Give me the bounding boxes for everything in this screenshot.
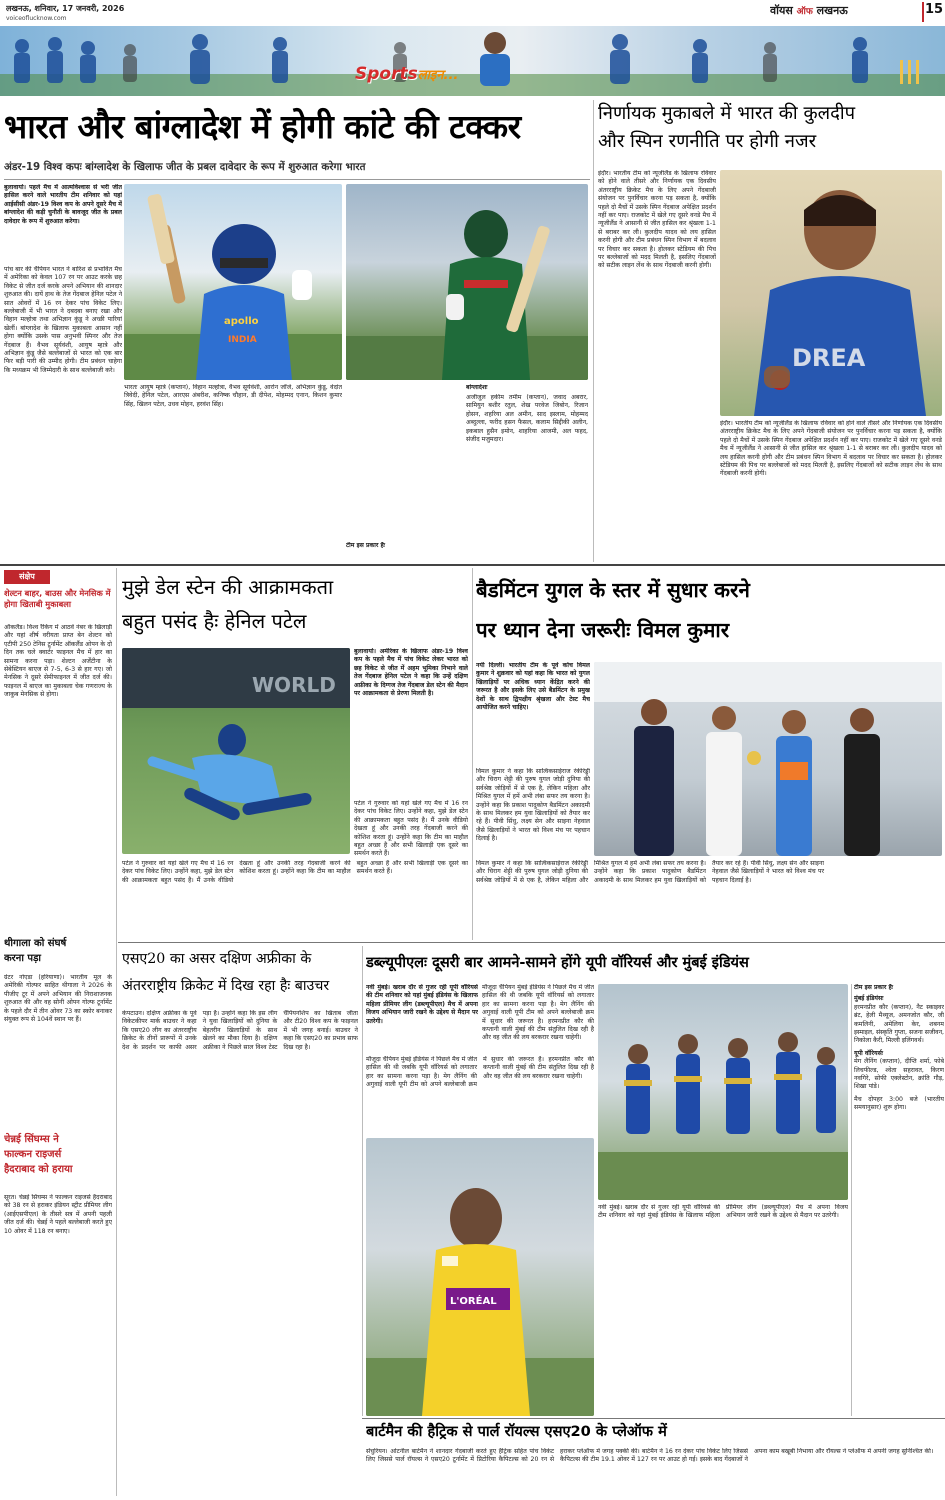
wpl-match-time: मैच दोपहर 3:00 बजे (भारतीय समयानुसार) शुरू होगा।	[854, 1095, 944, 1112]
svg-text:INDIA: INDIA	[228, 335, 257, 345]
badminton-body-cols-text: विमल कुमार ने कहा कि सात्विकसाईराज रंकीरेड्डी और चिराग शेट्टी की पुरुष युगल जोड़ी दुनिया की सर्वश्रेष्ठ जोड़ियों में से एक है, लेकिन महिला और मिश्रित युगल में हमें अभी लंबा सफर तय करना है। उन्होंने कहा कि प्रकाश पादुकोण बैडमिंटन अकादमी के साथ मिलकर हम युवा खिलाड़ियों को तैयार कर रहे हैं। पीवी सिंधु, लक्ष्य सेन और साइना नेहवाल जैसे खिलाड़ियों ने भारत को विश्व मंच पर पहचान दिलाई है।	[476, 860, 824, 884]
sankshep-headline: शेल्टन बाहर, बाउस और मेनसिक में होगा खिताबी मुकाबला	[4, 588, 111, 609]
svg-text:WORLD: WORLD	[252, 673, 336, 697]
wpl-team-label: टीम इस प्रकार हैंः	[854, 984, 894, 991]
henil-headline-line1: मुझे डेल स्टेन की आक्रामकता	[122, 575, 334, 599]
lead-team-label: टीम इस प्रकार हैंः	[346, 542, 386, 549]
badminton-photo-art	[594, 662, 942, 856]
lead-team-india: भारतः आयुष म्हात्रे (कप्तान), विहान मल्होत्रा, वैभव सूर्यवंशी, आरोन जॉर्ज, अभिज्ञान कुंडू, वेदांत त्रिवेदी, हेनिल पटेल, आरएस अंबरीश, कनिष्क चौहान, डी दीपेश, मोहम्मद एनान, किशन कुमार सिंह, खिलन पटेल, उधव मोहन, हरवंश सिंह।	[124, 384, 342, 408]
badminton-body: विमल कुमार ने कहा कि सात्विकसाईराज रंकीरेड्डी और चिराग शेट्टी की पुरुष युगल जोड़ी दुनिया की सर्वश्रेष्ठ जोड़ियों में से एक है, लेकिन महिला और मिश्रित युगल में हमें अभी लंबा सफर तय करना है। उन्होंने कहा कि प्रकाश पादुकोण बैडमिंटन अकादमी के साथ मिलकर हम युवा खिलाड़ियों को तैयार कर रहे हैं। पीवी सिंधु, लक्ष्य सेन और साइना नेहवाल जैसे खिलाड़ियों ने भारत को विश्व मंच पर पहचान दिलाई है।	[476, 768, 590, 843]
header-site: voiceoflucknow.com	[6, 15, 67, 22]
wpl-team-divider	[851, 984, 852, 1416]
wpl-team-up: मेग लैनिंग (कप्तान), दीप्ति शर्मा, फोबे लिचफील्ड, श्वेता सहरावत, किरण नवगिरे, सोफी एक्लेस्टोन, क्रांति गौड़, शिखा पांडे।	[854, 1058, 944, 1091]
lead-photo-india	[124, 184, 342, 380]
wpl-body: मौजूदा चैंपियन मुंबई इंडियंस ने पिछले मैच में जीत हासिल की थी जबकि यूपी वॉरियर्स को लगातार हार का सामना करना पड़ा है। मेग लैनिंग की अगुवाई वाली यूपी टीम को अपने बल्लेबाजी क्रम में सुधार की जरूरत है। हरमनप्रीत कौर की कप्तानी वाली मुंबई की टीम संतुलित दिख रही है और वह जीत की लय बरकरार रखना चाहेगी।	[482, 984, 594, 1042]
kuldeep-body: इंदौर। भारतीय टीम को न्यूजीलैंड के खिलाफ रविवार को होने वाले तीसरे और निर्णायक एक दिवसीय अंतरराष्ट्रीय क्रिकेट मैच के लिए अपने गेंदबाजी संयोजन पर पुनर्विचार करना पड़ सकता है, क्योंकि पहले दो मैचों में उसके स्पिन गेंदबाज अपेक्षित प्रदर्शन नहीं कर पाए। राजकोट में खेले गए दूसरे वनडे मैच में न्यूजीलैंड ने आसानी से जीत हासिल कर श्रृंखला 1-1 से बराबर कर ली। कुलदीप यादव को लय हासिल करनी होगी और टीम प्रबंधन स्पिन विभाग में बदलाव पर विचार कर सकता है। होलकर स्टेडियम की पिच पर बल्लेबाजों को मदद मिलती है, इसलिए गेंदबाजों को सटीक लाइन लेंथ के साथ गेंदबाजी करनी होगी।	[598, 170, 716, 270]
lead-photo-bangladesh-art	[346, 184, 588, 380]
wpl-team-mi-label: मुंबई इंडियंसः	[854, 995, 884, 1003]
theegala-headline-line2: करना पड़ा	[4, 953, 42, 964]
kuldeep-photo-art	[720, 170, 942, 416]
badminton-headline-line1: बैडमिंटन युगल के स्तर में सुधार करने	[476, 578, 750, 602]
badminton-headline-line2: पर ध्यान देना जरूरीः विमल कुमार	[476, 618, 730, 642]
sports-banner	[0, 26, 945, 96]
kuldeep-photo	[720, 170, 942, 416]
lead-photo-bangladesh	[346, 184, 588, 380]
brand-part2: ऑफ	[796, 7, 813, 17]
section-rule-1	[0, 564, 945, 566]
wpl-team-panel	[854, 984, 944, 1416]
sa20-headline-line2: अंतरराष्ट्रीय क्रिकेट में दिख रहा हैः बाउचर	[122, 978, 330, 994]
brand-masthead	[770, 3, 920, 18]
sankshep-label: संक्षेप	[4, 570, 50, 584]
section-logo	[355, 64, 505, 92]
badminton-body-cols	[476, 860, 942, 938]
lead-team-bangladesh-label: बांग्लादेशः	[466, 384, 488, 391]
sa20-headline-line1: एसए20 का असर दक्षिण अफ्रीका के	[122, 951, 312, 967]
lead-team-bangladesh: अजीजुल हकीम तमीम (कप्तान), जवाद अबरार, सामियुन बशीर रतुल, शेख परवेज जिबोन, रिजान होसन, शहरिया अल अमीन, साद इस्लाम, मोहम्मद अब्दुल्ला, फरीद हसन फैसल, कलाम सिद्दीकी अलीन, इकबाल हुसैन इमोन, शाहरिया आजमी, अल फहद, संजीद मजुमदार।	[466, 394, 588, 444]
henil-intro: बुलावायो। अमेरिका के खिलाफ अंडर-19 विश्व कप के पहले मैच में पांच विकेट लेकर भारत को छह विकेट से जीत में अहम भूमिका निभाने वाले तेज गेंदबाज हेनिल पटेल ने कहा कि उन्हें दक्षिण अफ्रीका के दिग्गज तेज गेंदबाज डेल स्टेन की मैदान पर आक्रामकता से प्रेरणा मिलती है।	[354, 648, 468, 698]
wpl-intro: नवी मुंबई। खराब दौर से गुजर रही यूपी वॉरियर्स की टीम शनिवार को यहां मुंबई इंडियंस के खिलाफ महिला प्रीमियर लीग (डब्ल्यूपीएल) मैच में अपना विजय अभियान जारी रखने के उद्देश्य से मैदान पर उतरेगी।	[366, 984, 478, 1025]
brand-part1: वॉयस	[770, 4, 793, 17]
svg-text:L'ORÉAL: L'ORÉAL	[450, 1296, 497, 1307]
sa20-body-text: केपटाउन। दक्षिण अफ्रीका के पूर्व विकेटकीपर मार्क बाउचर ने कहा कि एसए20 लीग का अंतरराष्ट्रीय क्रिकेट के तीनों प्रारूपों में उनके देश के प्रदर्शन पर काफी असर पड़ा है। उन्होंने कहा कि इस लीग ने युवा खिलाड़ियों को दुनिया के बेहतरीन खिलाड़ियों के साथ खेलने का मौका दिया है। दक्षिण अफ्रीका ने पिछले साल विश्व टेस्ट चैंपियनशिप का खिताब जीता और टी20 विश्व कप के फाइनल में भी जगह बनाई। बाउचर ने कहा कि एसए20 का प्रभाव साफ दिख रहा है।	[122, 1010, 358, 1051]
lead-photo-india-art	[124, 184, 342, 380]
sankshep-body: ऑकलैंड। विश्व रैंकिंग में आठवें नंबर के खिलाड़ी और यहां शीर्ष वरीयता प्राप्त बेन शेल्टन को एटीपी 250 टेनिस टूर्नामेंट ऑकलैंड ओपन के दो दिन तक चले क्वार्टर फाइनल मैच में हार का सामना करना पड़ा। शेल्टन अर्जेंटीना के सेबेस्टियन बाएज से 7-5, 6-3 से हार गए। जो मेनसिक ने दूसरे सेमीफाइनल में जीत दर्ज की। फाइनल में बाएज का मुकाबला चेक गणराज्य के जाकुब मेनसिक से होगा।	[4, 624, 112, 699]
lead-rule	[4, 179, 590, 180]
badminton-photo	[594, 662, 942, 856]
chennai-headline	[4, 1132, 112, 1190]
wpl-team-up-label: यूपी वॉरियर्सः	[854, 1049, 884, 1057]
svg-text:DREA: DREA	[792, 344, 866, 372]
kuldeep-headline-line1: निर्णायक मुकाबले में भारत की कुलदीप	[598, 103, 856, 124]
section-rule-2	[118, 942, 945, 943]
svg-text:apollo: apollo	[224, 316, 259, 327]
bartman-body-text: सेंचुरियन। ओटनील बार्टमैन ने शानदार गेंदबाजी करते हुए हैट्रिक सहित पांच विकेट लिए जिससे पार्ल रॉयल्स ने एसए20 टूर्नामेंट में प्रिटोरिया कैपिटल्स को 20 रन से हराकर प्लेऑफ में जगह पक्की की। बार्टमैन ने 16 रन देकर पांच विकेट लिए जिससे कैपिटल्स की टीम 19.1 ओवर में 127 रन पर आउट हो गई। इसके बाद गेंदबाजों ने अपना काम बखूबी निभाया और रॉयल्स ने प्लेऑफ में अपनी जगह सुनिश्चित की।	[366, 1448, 934, 1464]
bartman-body	[366, 1448, 942, 1496]
kuldeep-headline	[598, 100, 942, 164]
sa20-wpl-divider	[362, 946, 363, 1416]
henil-photo	[122, 648, 350, 854]
sa20-headline	[122, 946, 358, 1006]
kuldeep-body-continued	[720, 420, 942, 560]
chennai-headline-line3: हैदराबाद को हराया	[4, 1164, 73, 1175]
sa20-body	[122, 1010, 358, 1490]
lead-headline: भारत और बांग्लादेश में होगी कांटे की टक्कर	[4, 107, 521, 146]
henil-headline-line2: बहुत पसंद हैः हेनिल पटेल	[122, 609, 307, 633]
page-number: 15	[922, 2, 944, 22]
brief-divider	[116, 568, 117, 1496]
henil-headline	[122, 570, 468, 642]
henil-body-cols	[122, 860, 468, 938]
wpl-photo-2	[598, 984, 848, 1200]
wpl-photo	[366, 1138, 594, 1416]
brand-part3: लखनऊ	[816, 4, 848, 17]
chennai-headline-line2: फाल्कन राइजर्स	[4, 1149, 62, 1160]
lead-deck: अंडर-19 विश्व कपः बांग्लादेश के खिलाफ जीत के प्रबल दावेदार के रूप में शुरुआत करेगा भारत	[4, 161, 366, 173]
wpl-body-right	[598, 1204, 848, 1414]
lead-intro: बुलावायो। पहले मैच में आत्मविश्वास से भरी जीत हासिल करने वाले भारतीय टीम शनिवार को यहां आईसीसी अंडर-19 विश्व कप के अपने दूसरे मैच में बांग्लादेश की कड़ी चुनौती के बावजूद जीत के प्रबल दावेदार के रूप में शुरुआत करेगा।	[4, 184, 122, 225]
theegala-body: ग्रेटर नोएडा (हरियाणा)। भारतीय मूल के अमेरिकी गोल्फर साहित थीगाला ने 2026 के पीजीए टूर में अपने अभियान की निराशाजनक शुरुआत की और वह सोनी ओपन गोल्फ टूर्नामेंट के पहले दौर में तीन ओवर 73 का स्कोर बनाकर संयुक्त रूप से 104वें स्थान पर हैं।	[4, 974, 112, 1024]
henil-photo-art	[122, 648, 350, 854]
page-header	[0, 0, 945, 26]
wpl-body-cols	[366, 1056, 594, 1134]
section-rule-3	[362, 1418, 945, 1419]
wpl-photo-art	[366, 1138, 594, 1416]
lead-body: पांच बार की चैंपियन भारत ने बारिश से प्रभावित मैच में अमेरिका को केवल 107 रन पर आउट करके छह विकेट से जीत दर्ज करके अपने अभियान की शानदार शुरुआत की। दायें हाथ के तेज गेंदबाज हेनिल पटेल ने सात ओवरों में 16 रन देकर पांच विकेट लिए। बल्लेबाजी में भी भारत ने दबदबा बनाए रखा और विहान मल्होत्रा तथा अभिज्ञान कुंडू ने अच्छी पारियां खेलीं। बांग्लादेश के खिलाफ मुकाबला आसान नहीं होगा क्योंकि उसके पास अनुभवी स्पिनर और तेज गेंदबाज हैं। वैभव सूर्यवंशी, आयुष म्हात्रे और अभिज्ञान कुंडू जैसे बल्लेबाजों से भारत को एक बार फिर बड़ी पारी की उम्मीद होगी। टीम प्रबंधन चाहेगा कि मध्यक्रम भी जिम्मेदारी के साथ बल्लेबाजी करे।	[4, 266, 122, 374]
badminton-headline	[476, 570, 942, 658]
wpl-body-right-text: नवी मुंबई। खराब दौर से गुजर रही यूपी वॉरियर्स की टीम शनिवार को यहां मुंबई इंडियंस के खिलाफ महिला प्रीमियर लीग (डब्ल्यूपीएल) मैच में अपना विजय अभियान जारी रखने के उद्देश्य से मैदान पर उतरेगी।	[598, 1204, 848, 1220]
header-date: लखनऊ, शनिवार, 17 जनवरी, 2026	[6, 4, 125, 13]
henil-badminton-divider	[472, 568, 473, 940]
henil-body: पटेल ने गुरुवार को यहां खेले गए मैच में 16 रन देकर पांच विकेट लिए। उन्होंने कहा, मुझे डेल स्टेन की आक्रामकता बहुत पसंद है। मैं उनके वीडियो देखता हूं और उनकी तरह गेंदबाजी करने की कोशिश करता हूं। उन्होंने कहा कि टीम का माहौल बहुत अच्छा है और सभी खिलाड़ी एक दूसरे का समर्थन करते हैं।	[354, 800, 468, 858]
badminton-intro: नयी दिल्ली। भारतीय टीम के पूर्व कोच विमल कुमार ने शुक्रवार को यहां कहा कि भारत को युगल खिलाड़ियों पर अधिक ध्यान केंद्रित करने की जरूरत है और इसके लिए उसे बैडमिंटन के प्रमुख देशों के साथ द्विपक्षीय श्रृंखला और टेस्ट मैच आयोजित करने चाहिए।	[476, 662, 590, 712]
bartman-headline: बार्टमैन की हैट्रिक से पार्ल रॉयल्स एसए20 के प्लेऑफ में	[366, 1423, 667, 1440]
kuldeep-headline-line2: और स्पिन रणनीति पर होगी नजर	[598, 131, 817, 152]
chennai-headline-line1: चेन्नई सिंघम्स ने	[4, 1134, 59, 1145]
wpl-body-cols-text: मौजूदा चैंपियन मुंबई इंडियंस ने पिछले मैच में जीत हासिल की थी जबकि यूपी वॉरियर्स को लगातार हार का सामना करना पड़ा है। मेग लैनिंग की अगुवाई वाली यूपी टीम को अपने बल्लेबाजी क्रम में सुधार की जरूरत है। हरमनप्रीत कौर की कप्तानी वाली मुंबई की टीम संतुलित दिख रही है और वह जीत की लय बरकरार रखना चाहेगी।	[366, 1056, 594, 1089]
theegala-headline-line1: थीगाला को संघर्ष	[4, 938, 67, 949]
lead-kuldeep-divider	[593, 100, 594, 562]
wpl-photo-2-art	[598, 984, 848, 1200]
section-logo-hi: लाइन...	[417, 68, 459, 83]
wpl-team-mi: हरमनप्रीत कौर (कप्तान), नैट स्काइवर ब्रंट, हेली मैथ्यूज, अमनजोत कौर, जी कमलिनी, अमेलिया केर, शबनम इस्माइल, संस्कृति गुप्ता, सजना सजीवन, निकोला कैरी, मिल्ली इलिंगवर्थ।	[854, 1003, 944, 1045]
chennai-body: सूरत। चेन्नई सिंघम्स ने फाल्कन राइजर्स हैदराबाद को 38 रन से हराकर इंडियन स्ट्रीट प्रीमियर लीग (आईएसपीएल) के तीसरे सत्र में अपनी पहली जीत दर्ज की। चेन्नई ने पहले बल्लेबाजी करते हुए 10 ओवर में 118 रन बनाए।	[4, 1194, 112, 1235]
section-logo-en: Sports	[355, 64, 418, 84]
kuldeep-body-cont-text: इंदौर। भारतीय टीम को न्यूजीलैंड के खिलाफ रविवार को होने वाले तीसरे और निर्णायक एक दिवसीय अंतरराष्ट्रीय क्रिकेट मैच के लिए अपने गेंदबाजी संयोजन पर पुनर्विचार करना पड़ सकता है, क्योंकि पहले दो मैचों में उसके स्पिन गेंदबाज अपेक्षित प्रदर्शन नहीं कर पाए। राजकोट में खेले गए दूसरे वनडे मैच में न्यूजीलैंड ने आसानी से जीत हासिल कर श्रृंखला 1-1 से बराबर कर ली। कुलदीप यादव को लय हासिल करनी होगी और टीम प्रबंधन स्पिन विभाग में बदलाव पर विचार कर सकता है। होलकर स्टेडियम की पिच पर बल्लेबाजों को मदद मिलती है, इसलिए गेंदबाजों को सटीक लाइन लेंथ के साथ गेंदबाजी करनी होगी।	[720, 420, 942, 478]
wpl-headline: डब्ल्यूपीएलः दूसरी बार आमने-सामने होंगे यूपी वॉरियर्स और मुंबई इंडियंस	[366, 954, 749, 971]
henil-body-cols-text: पटेल ने गुरुवार को यहां खेले गए मैच में 16 रन देकर पांच विकेट लिए। उन्होंने कहा, मुझे डेल स्टेन की आक्रामकता बहुत पसंद है। मैं उनके वीडियो देखता हूं और उनकी तरह गेंदबाजी करने की कोशिश करता हूं। उन्होंने कहा कि टीम का माहौल बहुत अच्छा है और सभी खिलाड़ी एक दूसरे का समर्थन करते हैं।	[122, 860, 468, 884]
theegala-headline	[4, 936, 112, 970]
